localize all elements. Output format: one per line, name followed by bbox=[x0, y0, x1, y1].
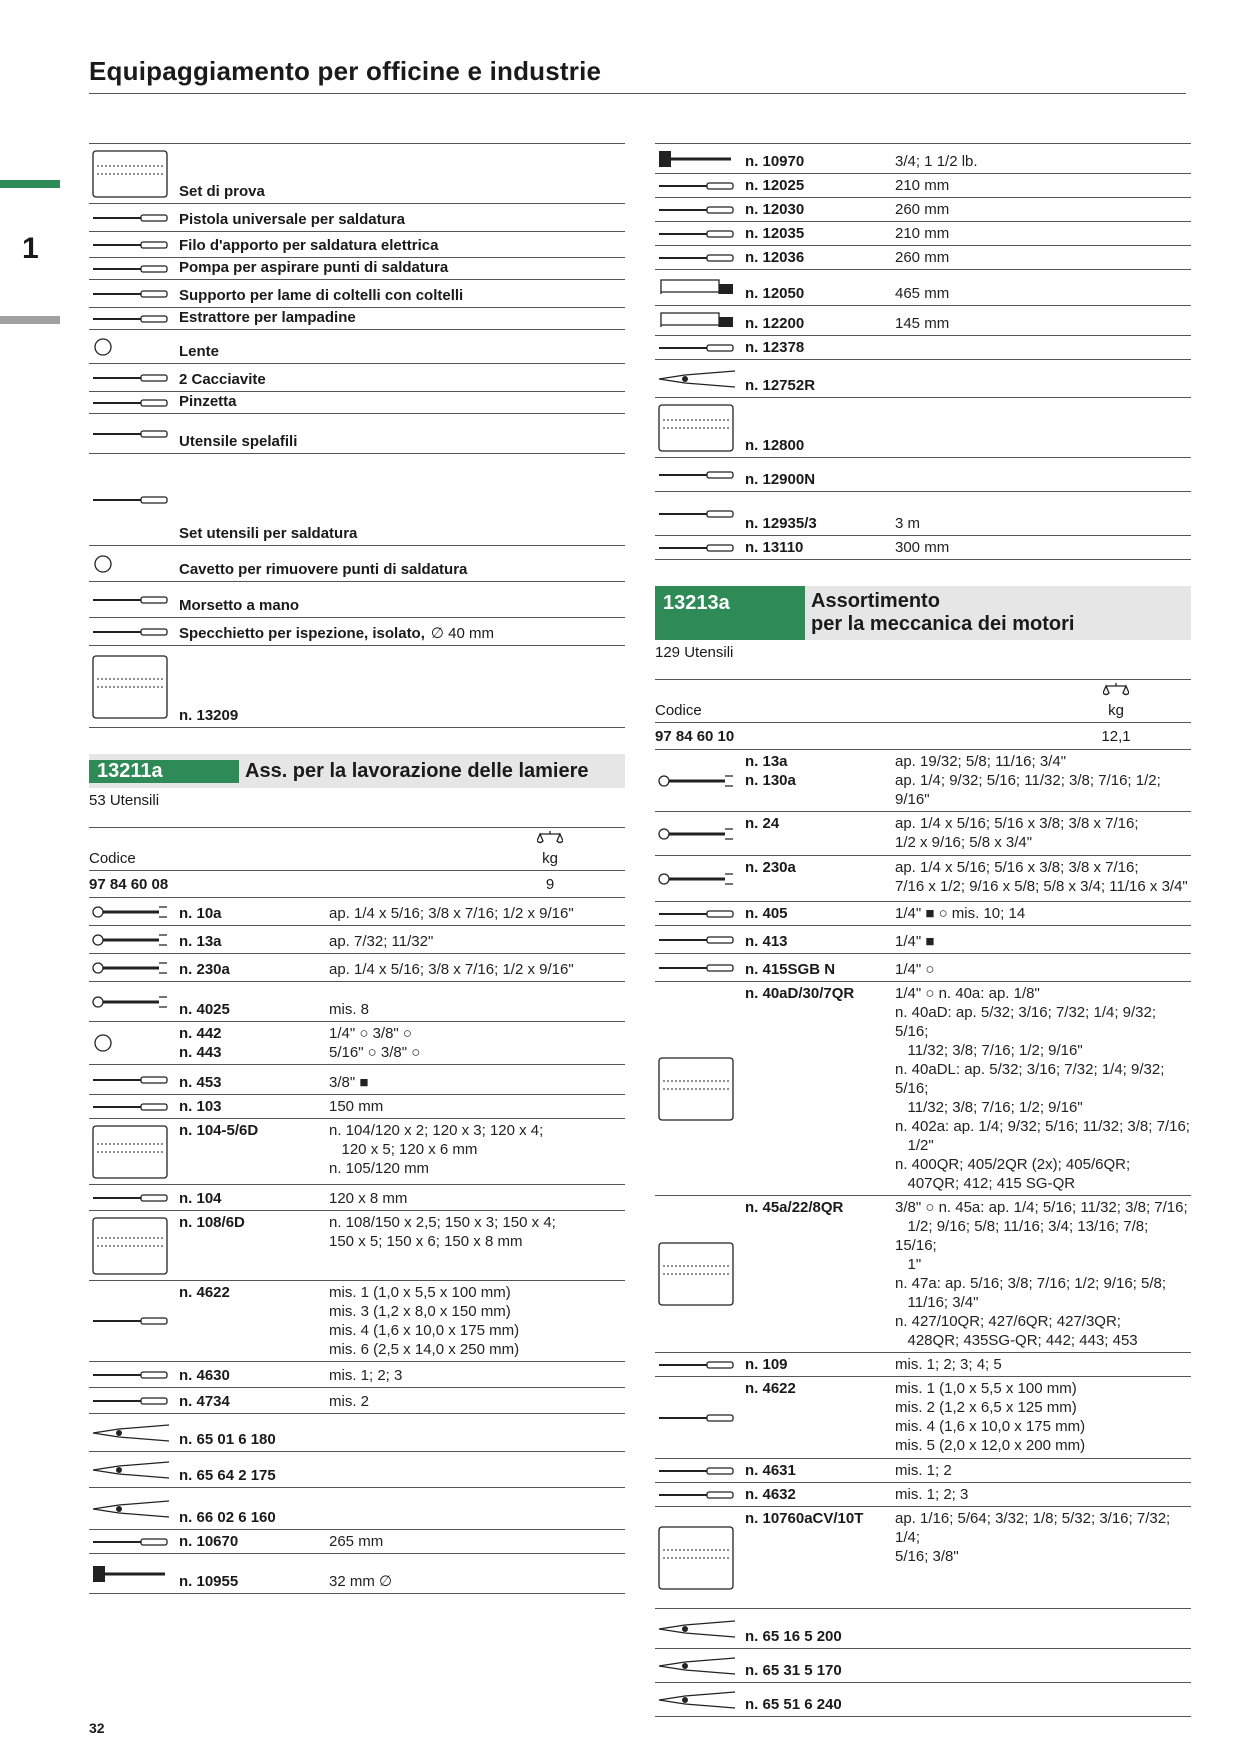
punch-set-icon bbox=[89, 1121, 179, 1182]
set-title-line1: Assortimento bbox=[811, 590, 940, 612]
page-number: 32 bbox=[89, 1720, 105, 1736]
item-code: n. 12025 bbox=[745, 177, 805, 194]
item-row bbox=[89, 1095, 625, 1119]
item-code: n. 4632 bbox=[745, 1486, 796, 1503]
punch-icon bbox=[89, 1187, 179, 1208]
combination-wrench-icon bbox=[89, 928, 179, 951]
weight-header bbox=[475, 830, 625, 867]
item-row bbox=[655, 398, 1191, 458]
item-code: n. 453 bbox=[179, 1074, 222, 1091]
item-spec: n. 104/120 x 2; 120 x 3; 120 x 4; 120 x 5; 120 x 6 mm n. 105/120 mm bbox=[329, 1122, 544, 1177]
item-row bbox=[655, 926, 1191, 954]
item-spec: n. 108/150 x 2,5; 150 x 3; 150 x 4; 150 x 5; 150 x 6; 150 x 8 mm bbox=[329, 1214, 556, 1250]
item-spec: mis. 2 bbox=[329, 1393, 370, 1410]
tool-name: Cavetto per rimuovere punti di saldatura bbox=[179, 561, 468, 578]
combination-wrench-icon bbox=[655, 752, 745, 809]
item-row bbox=[89, 1022, 625, 1065]
left-column bbox=[89, 143, 625, 1594]
tool-name: Lente bbox=[179, 343, 220, 360]
codice-label: Codice bbox=[89, 850, 136, 867]
item-code: n. 4025 bbox=[179, 1001, 230, 1018]
screwdriver-icon bbox=[655, 1379, 745, 1456]
item-row bbox=[655, 174, 1191, 198]
shears-icon bbox=[655, 362, 745, 395]
item-row bbox=[655, 144, 1191, 174]
ratchet-wrench-icon bbox=[89, 956, 179, 979]
hand-vice-icon bbox=[89, 584, 179, 615]
item-code: n. 415SGB N bbox=[745, 961, 836, 978]
item-row bbox=[655, 458, 1191, 492]
item-code: n. 65 16 5 200 bbox=[745, 1628, 842, 1645]
set-13213a-header bbox=[655, 586, 1191, 640]
item-spec: 265 mm bbox=[329, 1533, 384, 1550]
item-spec: 210 mm bbox=[895, 177, 950, 194]
tool-case-icon bbox=[89, 648, 179, 725]
ratchet-wrench-icon bbox=[655, 858, 745, 899]
item-row bbox=[655, 246, 1191, 270]
tool-list bbox=[89, 143, 625, 728]
item-code: n. 65 64 2 175 bbox=[179, 1467, 276, 1484]
mallet-icon bbox=[89, 1556, 179, 1591]
punch-set-icon bbox=[89, 1213, 179, 1278]
tool-row bbox=[89, 204, 625, 232]
order-header bbox=[89, 827, 625, 871]
solder-wire-icon bbox=[89, 234, 179, 255]
hex-key-set-icon bbox=[655, 1509, 745, 1606]
order-row bbox=[655, 723, 1191, 750]
item-code: n. 10970 bbox=[745, 153, 805, 170]
file-icon bbox=[655, 200, 745, 219]
item-code: n. 12900N bbox=[745, 471, 816, 488]
ratchet-icon bbox=[655, 956, 745, 979]
page-title: Equipaggiamento per officine e industrie bbox=[89, 56, 1186, 94]
item-row bbox=[655, 1377, 1191, 1459]
item-row bbox=[655, 492, 1191, 536]
set-title bbox=[805, 586, 1074, 640]
item-code: n. 10a bbox=[179, 905, 222, 922]
item-spec: 1/4" ■ ○ mis. 10; 14 bbox=[895, 905, 1026, 922]
lens-icon bbox=[89, 332, 179, 361]
scale-icon bbox=[537, 830, 563, 846]
item-row bbox=[89, 1211, 625, 1281]
item-code: n. 13a bbox=[179, 933, 222, 950]
item-code: n. 109 bbox=[745, 1356, 788, 1373]
item-code: n. 10955 bbox=[179, 1573, 239, 1590]
hook-icon bbox=[89, 1390, 179, 1411]
item-row bbox=[89, 1362, 625, 1388]
file-icon bbox=[655, 224, 745, 243]
right-column bbox=[655, 143, 1191, 1717]
tool-spec: ∅ 40 mm bbox=[430, 625, 494, 642]
item-spec: mis. 1; 2; 3 bbox=[329, 1367, 403, 1384]
tool-row bbox=[89, 330, 625, 364]
screwdriver-icon bbox=[89, 1283, 179, 1359]
item-code: n. 104 bbox=[179, 1190, 222, 1207]
item-row bbox=[655, 982, 1191, 1196]
order-header bbox=[655, 679, 1191, 723]
item-row bbox=[89, 1554, 625, 1594]
pliers-icon bbox=[655, 1651, 745, 1680]
tool-row bbox=[89, 582, 625, 618]
item-row bbox=[89, 1185, 625, 1211]
kg-label: kg bbox=[542, 850, 558, 867]
tape-measure-icon bbox=[655, 494, 745, 533]
item-code: n. 103 bbox=[179, 1098, 222, 1115]
set-code: 13213a bbox=[655, 586, 805, 640]
item-row bbox=[655, 222, 1191, 246]
order-code: 97 84 60 08 bbox=[89, 875, 169, 893]
item-code: n. 12378 bbox=[745, 339, 805, 356]
item-spec: 465 mm bbox=[895, 285, 950, 302]
inspection-mirror-icon bbox=[89, 620, 179, 643]
test-set-icon bbox=[89, 146, 179, 201]
item-row bbox=[655, 198, 1191, 222]
item-row bbox=[655, 812, 1191, 856]
item-spec: ap. 1/4 x 5/16; 5/16 x 3/8; 3/8 x 7/16; 7/16 x 1/2; 9/16 x 5/8; 5/8 x 3/4; 11/16 x 3/4" bbox=[895, 859, 1188, 895]
pliers-icon bbox=[655, 1611, 745, 1646]
item-spec: mis. 1; 2; 3; 4; 5 bbox=[895, 1356, 1002, 1373]
item-row bbox=[89, 926, 625, 954]
tool-row bbox=[89, 618, 625, 646]
item-code: n. 4630 bbox=[179, 1367, 230, 1384]
item-code: n. 12935/3 bbox=[745, 515, 817, 532]
adjustable-wrench-icon bbox=[89, 984, 179, 1019]
junior-saw-icon bbox=[655, 308, 745, 333]
tool-row bbox=[89, 280, 625, 308]
item-row bbox=[655, 856, 1191, 902]
item-spec: 3/4; 1 1/2 lb. bbox=[895, 153, 978, 170]
order-row bbox=[89, 871, 625, 898]
file-icon bbox=[655, 176, 745, 195]
item-code: n. 4734 bbox=[179, 1393, 230, 1410]
item-code: n. 12800 bbox=[745, 437, 805, 454]
tool-name: n. 13209 bbox=[179, 707, 239, 724]
item-code: n. 12035 bbox=[745, 225, 805, 242]
tool-row bbox=[89, 646, 625, 728]
item-row bbox=[655, 270, 1191, 306]
desolder-braid-icon bbox=[89, 548, 179, 579]
socket-case-icon bbox=[655, 984, 745, 1193]
item-row bbox=[655, 1459, 1191, 1483]
item-spec: 3/8" ○ n. 45a: ap. 1/4; 5/16; 11/32; 3/8; 7/16; 1/2; 9/16; 5/8; 11/16; 3/4; 13/16; 7/8; 15/16; 1" n. 47a: ap. 5/16; 3/8; 7/16; 1/2; 9/16; 5/8; 11/16; 3/4" n. 427/10QR; 427/6QR; 427/3QR; 428QR; 435SG-QR; 442; 443; 453 bbox=[895, 1199, 1188, 1349]
item-spec: mis. 1; 2; 3 bbox=[895, 1486, 969, 1503]
wire-stripper-icon bbox=[89, 416, 179, 451]
chapter-tab-active bbox=[0, 180, 60, 188]
item-row bbox=[655, 1609, 1191, 1649]
item-spec: 3/8" ■ bbox=[329, 1074, 369, 1091]
kg-label: kg bbox=[1108, 702, 1124, 719]
pliers-icon bbox=[89, 1416, 179, 1449]
item-code: n. 4622 bbox=[745, 1380, 796, 1397]
item-row bbox=[655, 1196, 1191, 1353]
item-code: n. 40aD/30/7QR bbox=[745, 985, 855, 1002]
item-spec: ap. 19/32; 5/8; 11/16; 3/4" ap. 1/4; 9/32; 5/16; 11/32; 3/8; 7/16; 1/2; 9/16" bbox=[895, 753, 1161, 808]
item-row bbox=[655, 1483, 1191, 1507]
item-spec: 1/4" ○ 3/8" ○ 5/16" ○ 3/8" ○ bbox=[329, 1025, 421, 1061]
screwdriver-icon bbox=[655, 1485, 745, 1504]
tool-name: Pistola universale per saldatura bbox=[179, 211, 405, 228]
tool-name: Pinzetta bbox=[179, 393, 237, 410]
screwdriver-icon bbox=[655, 1461, 745, 1480]
tool-list bbox=[655, 143, 1191, 560]
tool-row bbox=[89, 364, 625, 392]
chisel-icon bbox=[89, 1097, 179, 1116]
item-spec: mis. 8 bbox=[329, 1001, 370, 1018]
tool-row bbox=[89, 308, 625, 330]
item-row bbox=[655, 1507, 1191, 1609]
tool-name: Set utensili per saldatura bbox=[179, 525, 358, 542]
solder-gun-icon bbox=[89, 206, 179, 229]
screwdriver-icon bbox=[89, 366, 179, 389]
item-row bbox=[89, 898, 625, 926]
set-code: 13211a bbox=[89, 760, 239, 783]
socket-case-icon bbox=[655, 1198, 745, 1350]
tool-name: Estrattore per lampadine bbox=[179, 309, 356, 326]
item-code: n. 413 bbox=[745, 933, 788, 950]
item-spec: ap. 1/4 x 5/16; 5/16 x 3/8; 3/8 x 7/16; 1/2 x 9/16; 5/8 x 3/4" bbox=[895, 815, 1139, 851]
item-code: n. 12030 bbox=[745, 201, 805, 218]
item-code: n. 230a bbox=[179, 961, 230, 978]
item-code: n. 108/6D bbox=[179, 1214, 245, 1231]
item-code: n. 65 51 6 240 bbox=[745, 1696, 842, 1713]
punch-icon bbox=[655, 1355, 745, 1374]
item-spec: ap. 1/4 x 5/16; 3/8 x 7/16; 1/2 x 9/16" bbox=[329, 905, 574, 922]
item-spec: 260 mm bbox=[895, 249, 950, 266]
item-spec: 260 mm bbox=[895, 201, 950, 218]
item-code: n. 10760aCV/10T bbox=[745, 1510, 864, 1527]
order-code: 97 84 60 10 bbox=[655, 727, 735, 745]
item-code: n. 13a n. 130a bbox=[745, 753, 796, 789]
set-title-line2: per la meccanica dei motori bbox=[811, 613, 1075, 635]
item-row bbox=[655, 902, 1191, 926]
solder-tools-icon bbox=[89, 456, 179, 543]
item-spec: 210 mm bbox=[895, 225, 950, 242]
item-row bbox=[89, 982, 625, 1022]
item-row bbox=[655, 336, 1191, 360]
screwdriver-icon bbox=[89, 1364, 179, 1385]
item-code: n. 45a/22/8QR bbox=[745, 1199, 844, 1216]
item-code: n. 66 02 6 160 bbox=[179, 1509, 276, 1526]
item-spec: 3 m bbox=[895, 515, 921, 532]
item-code: n. 442 n. 443 bbox=[179, 1025, 222, 1061]
set-13211a-header bbox=[89, 754, 625, 788]
hammer-icon bbox=[655, 146, 745, 171]
file-icon bbox=[655, 248, 745, 267]
tool-name: Morsetto a mano bbox=[179, 597, 300, 614]
open-end-wrench-icon bbox=[655, 814, 745, 853]
desolder-pump-icon bbox=[89, 260, 179, 277]
tool-name: Filo d'apporto per saldatura elettrica bbox=[179, 237, 439, 254]
speed-brace-icon bbox=[655, 928, 745, 951]
file-icon bbox=[89, 1532, 179, 1551]
item-code: n. 405 bbox=[745, 905, 788, 922]
combination-wrench-icon bbox=[89, 900, 179, 923]
item-spec: mis. 1 (1,0 x 5,5 x 100 mm) mis. 3 (1,2 x 8,0 x 150 mm) mis. 4 (1,6 x 10,0 x 175 mm) mis. 6 (2,5 x 14,0 x 250 mm) bbox=[329, 1284, 520, 1358]
scale-icon bbox=[1103, 682, 1129, 698]
item-row bbox=[89, 1281, 625, 1362]
set-count: 129 Utensili bbox=[655, 644, 734, 661]
bulb-extractor-icon bbox=[89, 310, 179, 327]
item-row bbox=[89, 1065, 625, 1095]
item-spec: mis. 1; 2 bbox=[895, 1462, 952, 1479]
order-weight: 9 bbox=[545, 875, 555, 893]
item-spec: mis. 1 (1,0 x 5,5 x 100 mm) mis. 2 (1,2 x 6,5 x 125 mm) mis. 4 (1,6 x 10,0 x 175 mm) mis. 5 (2,0 x 12,0 x 200 mm) bbox=[895, 1380, 1086, 1454]
tool-row bbox=[89, 144, 625, 204]
item-spec: ap. 7/32; 11/32" bbox=[329, 933, 434, 950]
set-item-list bbox=[655, 750, 1191, 1717]
item-code: n. 230a bbox=[745, 859, 796, 876]
codice-label: Codice bbox=[655, 702, 702, 719]
tool-row bbox=[89, 392, 625, 414]
item-spec: 300 mm bbox=[895, 539, 950, 556]
item-spec: ap. 1/16; 5/64; 3/32; 1/8; 5/32; 3/16; 7/32; 1/4; 5/16; 3/8" bbox=[895, 1510, 1171, 1565]
item-code: n. 65 01 6 180 bbox=[179, 1431, 276, 1448]
tool-row bbox=[89, 454, 625, 546]
item-spec: 1/4" ■ bbox=[895, 933, 935, 950]
item-spec: 1/4" ○ bbox=[895, 961, 935, 978]
item-row bbox=[655, 750, 1191, 812]
item-spec: 32 mm ∅ bbox=[329, 1573, 393, 1590]
item-code: n. 13110 bbox=[745, 539, 804, 556]
item-spec: 150 mm bbox=[329, 1098, 384, 1115]
item-row bbox=[655, 536, 1191, 560]
item-row bbox=[655, 1649, 1191, 1683]
tool-name: 2 Cacciavite bbox=[179, 371, 266, 388]
item-row bbox=[89, 1488, 625, 1530]
item-code: n. 4622 bbox=[179, 1284, 230, 1301]
item-code: n. 4631 bbox=[745, 1462, 796, 1479]
cutter-pliers-icon bbox=[89, 1490, 179, 1527]
item-row bbox=[655, 954, 1191, 982]
item-code: n. 12200 bbox=[745, 315, 805, 332]
item-code: n. 104-5/6D bbox=[179, 1122, 259, 1139]
chapter-tab bbox=[0, 316, 60, 324]
tool-name: Specchietto per ispezione, isolato, bbox=[179, 625, 425, 642]
tool-name: Supporto per lame di coltelli con coltelli bbox=[179, 287, 464, 304]
item-code: n. 12050 bbox=[745, 285, 805, 302]
item-row bbox=[655, 1353, 1191, 1377]
needle-file-set-icon bbox=[655, 400, 745, 455]
deburrer-icon bbox=[655, 338, 745, 357]
item-row bbox=[655, 1683, 1191, 1717]
hacksaw-icon bbox=[655, 272, 745, 303]
set-title: Ass. per la lavorazione delle lamiere bbox=[245, 759, 589, 782]
item-row bbox=[89, 1530, 625, 1554]
tool-row bbox=[89, 232, 625, 258]
item-code: n. 12036 bbox=[745, 249, 805, 266]
item-row bbox=[89, 954, 625, 982]
item-spec: 120 x 8 mm bbox=[329, 1190, 408, 1207]
water-pump-pliers-icon bbox=[655, 1685, 745, 1714]
item-row bbox=[89, 1119, 625, 1185]
item-row bbox=[89, 1414, 625, 1452]
item-code: n. 10670 bbox=[179, 1533, 239, 1550]
order-weight: 12,1 bbox=[1101, 727, 1131, 745]
ruler-icon bbox=[655, 538, 745, 557]
tweezers-icon bbox=[89, 394, 179, 411]
tool-row bbox=[89, 546, 625, 582]
item-code: n. 12752R bbox=[745, 377, 816, 394]
tool-name: Set di prova bbox=[179, 183, 265, 200]
tool-name: Utensile spelafili bbox=[179, 433, 298, 450]
item-code: n. 65 31 5 170 bbox=[745, 1662, 842, 1679]
knife-holder-icon bbox=[89, 282, 179, 305]
item-spec: ap. 1/4 x 5/16; 3/8 x 7/16; 1/2 x 9/16" bbox=[329, 961, 574, 978]
extension-bar-icon bbox=[655, 904, 745, 923]
item-row bbox=[655, 360, 1191, 398]
item-spec: 1/4" ○ n. 40a: ap. 1/8" n. 40aD: ap. 5/32; 3/16; 7/32; 1/4; 9/32; 5/16; 11/32; 3/8; 7/16; 1/2; 9/16" n. 40aDL: ap. 5/32; 3/16; 7/32; 1/4; 9/32; 5/16; 11/32; 3/8; 7/16; 1/2; 9/16" n. 402a: ap. 1/4; 9/32; 5/16; 11/32; 3/8; 7/16; 1/2" n. 400QR; 405/2QR (2x); 405/6QR; 407QR; 412; 415 SG-QR bbox=[895, 985, 1190, 1192]
item-spec: 145 mm bbox=[895, 315, 950, 332]
item-row bbox=[655, 306, 1191, 336]
speed-brace-icon bbox=[89, 1067, 179, 1092]
caliper-icon bbox=[655, 460, 745, 489]
chapter-number: 1 bbox=[22, 232, 39, 265]
item-row bbox=[89, 1388, 625, 1414]
item-row bbox=[89, 1452, 625, 1488]
locking-pliers-icon bbox=[89, 1454, 179, 1485]
adapter-icon bbox=[89, 1024, 179, 1062]
weight-header bbox=[1041, 682, 1191, 719]
set-count: 53 Utensili bbox=[89, 792, 160, 809]
set-item-list bbox=[89, 898, 625, 1594]
item-code: n. 24 bbox=[745, 815, 780, 832]
tool-row bbox=[89, 258, 625, 280]
tool-name: Pompa per aspirare punti di saldatura bbox=[179, 259, 449, 276]
tool-row bbox=[89, 414, 625, 454]
